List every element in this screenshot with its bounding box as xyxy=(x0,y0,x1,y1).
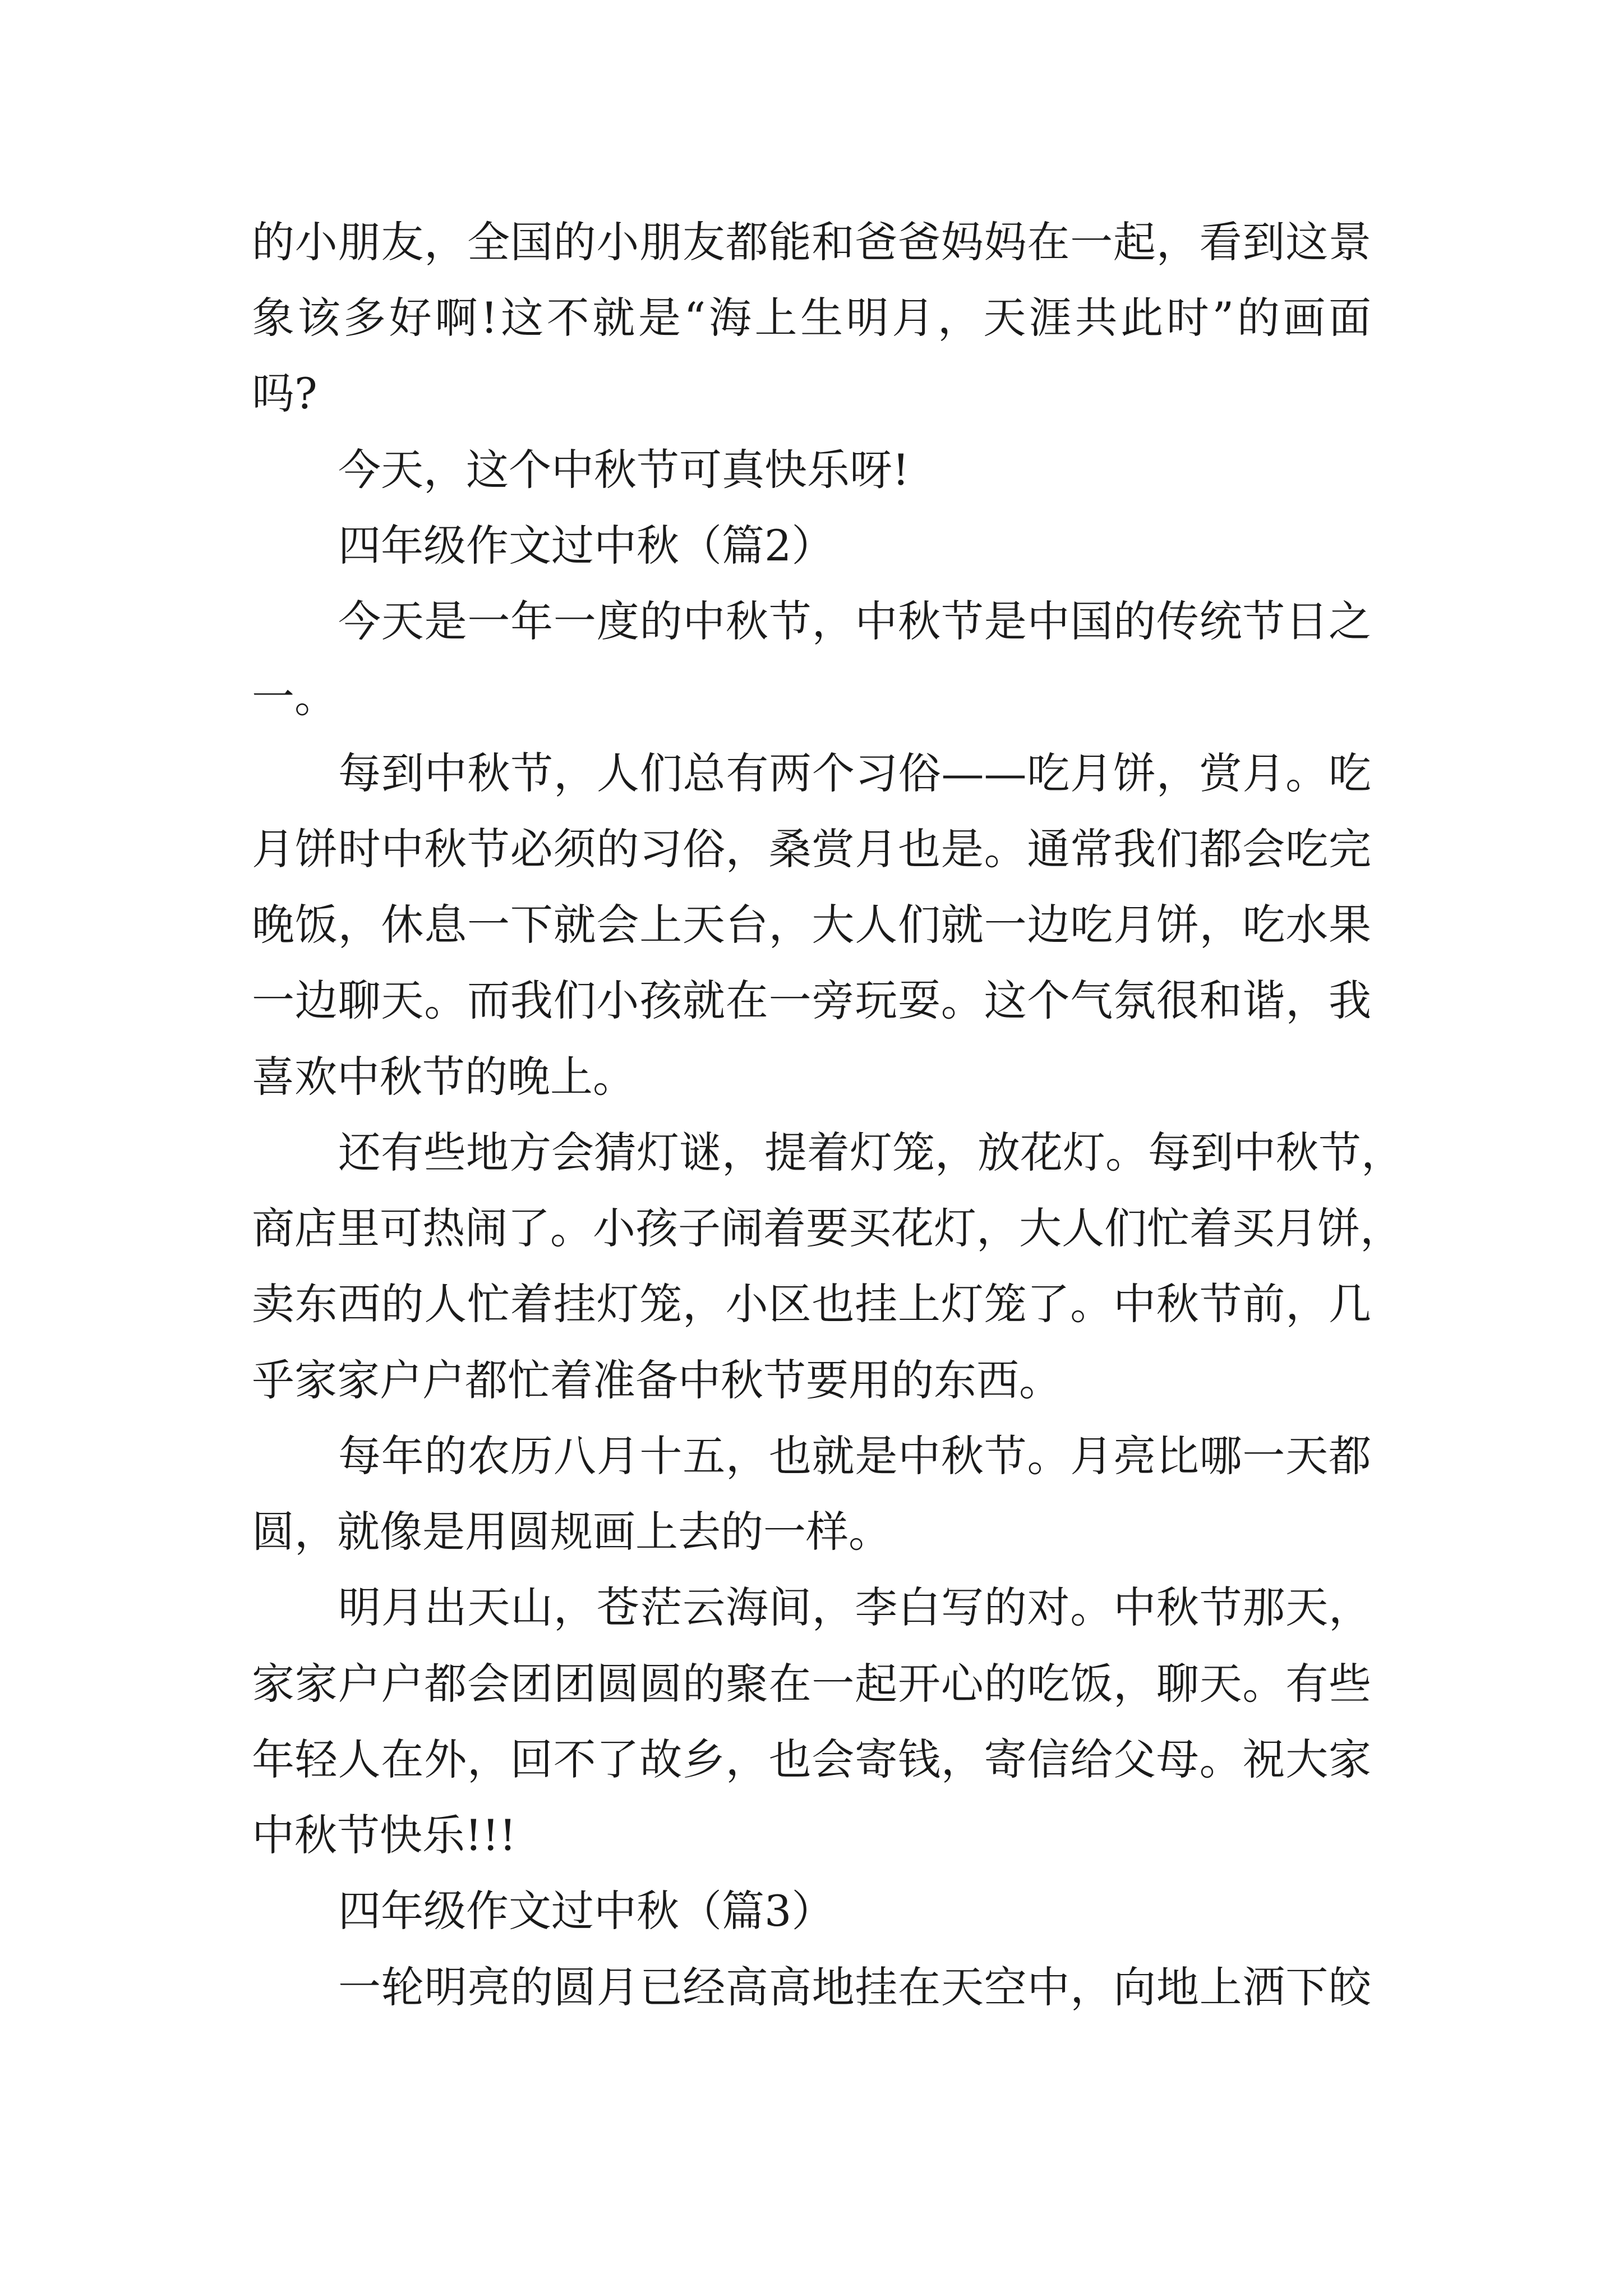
body-text-line: 家家户户都会团团圆圆的聚在一起开心的吃饭，聊天。有些 xyxy=(252,1659,1371,1709)
body-text-line: 商店里可热闹了。小孩子闹着要买花灯，大人们忙着买月饼， xyxy=(252,1203,1403,1253)
body-text-line: 卖东西的人忙着挂灯笼，小区也挂上灯笼了。中秋节前，几 xyxy=(252,1279,1371,1329)
body-text-line: 一轮明亮的圆月已经高高地挂在天空中，向地上洒下皎 xyxy=(338,1962,1371,2012)
section-heading: 四年级作文过中秋（篇3） xyxy=(338,1886,834,1936)
body-text-line: 明月出天山，苍茫云海间，李白写的对。中秋节那天， xyxy=(338,1582,1371,1632)
section-heading: 四年级作文过中秋（篇2） xyxy=(338,521,834,570)
body-text-line: 的小朋友，全国的小朋友都能和爸爸妈妈在一起，看到这景 xyxy=(252,217,1371,267)
body-text-line: 年轻人在外，回不了故乡，也会寄钱，寄信给父母。祝大家 xyxy=(252,1734,1371,1784)
body-text-line: 喜欢中秋节的晚上。 xyxy=(252,1052,635,1102)
body-text-line: 今天，这个中秋节可真快乐呀! xyxy=(338,445,910,495)
body-text-line: 每年的农历八月十五，也就是中秋节。月亮比哪一天都 xyxy=(338,1431,1371,1481)
body-text-line: 一。 xyxy=(252,672,337,722)
body-text-line: 乎家家户户都忙着准备中秋节要用的东西。 xyxy=(252,1355,1062,1405)
body-text-line: 月饼时中秋节必须的习俗，桑赏月也是。通常我们都会吃完 xyxy=(252,824,1371,874)
body-text-line: 每到中秋节，人们总有两个习俗——吃月饼，赏月。吃 xyxy=(338,748,1371,798)
body-text-line: 中秋节快乐!!! xyxy=(252,1810,517,1860)
body-text-line: 晚饭，休息一下就会上天台，大人们就一边吃月饼，吃水果 xyxy=(252,900,1371,950)
body-text-line: 一边聊天。而我们小孩就在一旁玩耍。这个气氛很和谐，我 xyxy=(252,976,1371,1025)
body-text-line: 圆，就像是用圆规画上去的一样。 xyxy=(252,1507,891,1557)
body-text-line: 象该多好啊!这不就是“海上生明月，天涯共此时”的画面 xyxy=(252,293,1371,343)
body-text-line: 还有些地方会猜灯谜，提着灯笼，放花灯。每到中秋节， xyxy=(338,1128,1404,1177)
body-text-line: 今天是一年一度的中秋节，中秋节是中国的传统节日之 xyxy=(338,596,1371,646)
body-text-line: 吗? xyxy=(252,369,317,418)
